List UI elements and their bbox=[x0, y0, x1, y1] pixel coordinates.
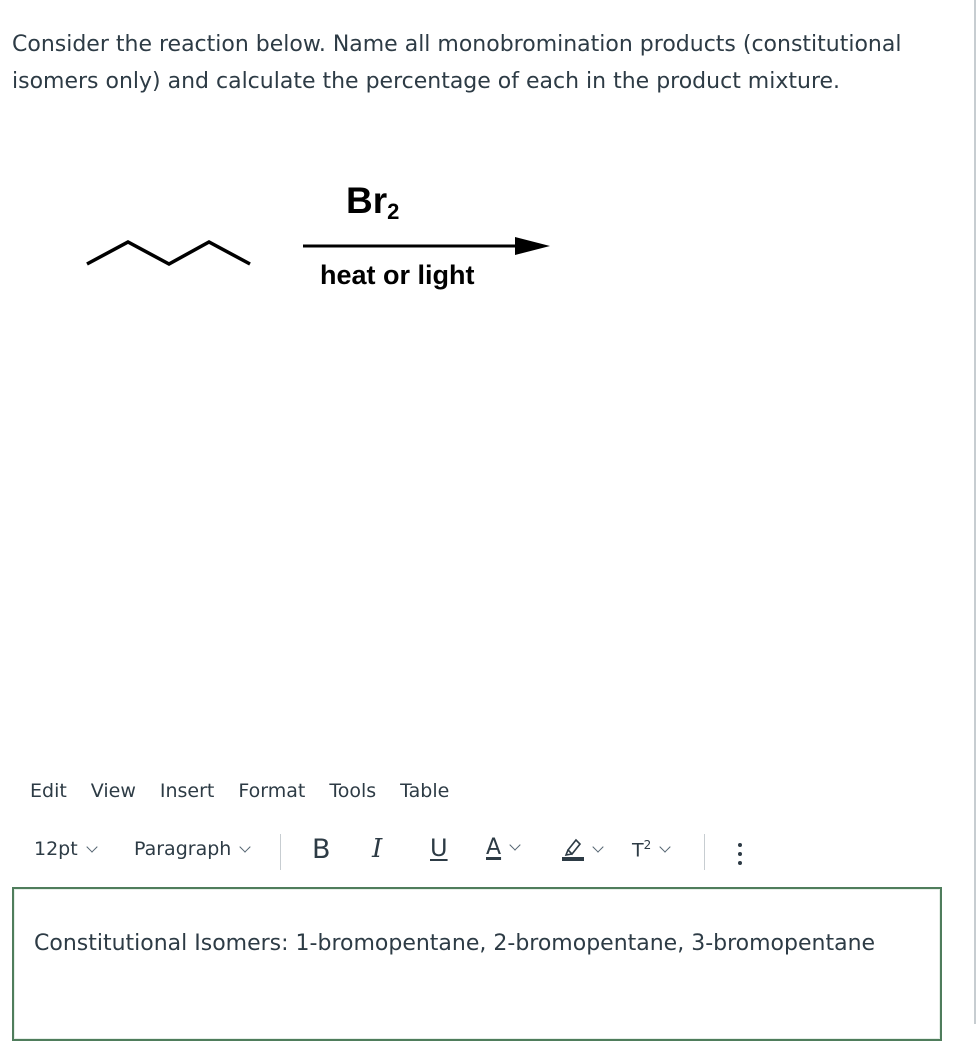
reagent-formula: Br bbox=[346, 180, 388, 221]
chevron-down-icon bbox=[660, 841, 671, 852]
question-text bbox=[12, 26, 962, 100]
block-format-value: Paragraph bbox=[134, 838, 232, 860]
highlight-color-button[interactable] bbox=[562, 836, 602, 862]
toolbar-divider bbox=[704, 834, 705, 870]
menu-table[interactable]: Table bbox=[400, 780, 450, 802]
menu-tools[interactable]: Tools bbox=[329, 780, 377, 802]
chevron-down-icon bbox=[509, 839, 520, 850]
font-size-value: 12pt bbox=[34, 838, 78, 860]
underline-icon: U bbox=[430, 834, 448, 862]
editor-toolbar bbox=[34, 834, 954, 870]
question-line-1: Consider the reaction below. Name all monobromination products (constitutional bbox=[12, 32, 902, 57]
text-color-icon: A bbox=[486, 835, 502, 860]
font-size-dropdown[interactable] bbox=[34, 838, 96, 860]
italic-icon: I bbox=[372, 834, 383, 864]
reagent-subscript: 2 bbox=[387, 199, 400, 224]
rich-text-editor[interactable] bbox=[12, 887, 942, 1041]
reaction-arrow-head bbox=[515, 237, 550, 255]
block-format-dropdown[interactable] bbox=[134, 838, 249, 860]
reagent-label bbox=[346, 180, 399, 222]
menu-insert[interactable]: Insert bbox=[159, 780, 215, 802]
bold-button[interactable] bbox=[312, 834, 331, 865]
menu-view[interactable]: View bbox=[90, 780, 136, 802]
chevron-down-icon bbox=[86, 841, 97, 852]
chevron-down-icon bbox=[240, 841, 251, 852]
italic-button[interactable] bbox=[372, 834, 382, 864]
underline-button[interactable] bbox=[430, 834, 448, 862]
text-color-button[interactable] bbox=[486, 835, 519, 860]
toolbar-divider bbox=[280, 834, 281, 870]
superscript-icon bbox=[632, 838, 651, 861]
menu-edit[interactable]: Edit bbox=[30, 780, 67, 802]
reaction-drawing bbox=[0, 150, 978, 370]
more-button[interactable] bbox=[738, 840, 742, 867]
superscript-base: T bbox=[632, 839, 644, 862]
condition-label: heat or light bbox=[320, 260, 475, 290]
superscript-button[interactable] bbox=[632, 838, 669, 861]
highlight-icon bbox=[562, 836, 584, 862]
pentane-skeletal-structure bbox=[87, 242, 250, 264]
chevron-down-icon bbox=[592, 841, 603, 852]
editor-content[interactable]: Constitutional Isomers: 1-bromopentane, 2-bromopentane, 3-bromopentane bbox=[34, 931, 876, 956]
reaction-scheme bbox=[0, 150, 978, 370]
question-line-2: isomers only) and calculate the percentage of each in the product mixture. bbox=[12, 69, 841, 94]
bold-icon: B bbox=[312, 834, 331, 865]
menu-format[interactable]: Format bbox=[238, 780, 306, 802]
superscript-exponent: 2 bbox=[643, 838, 652, 852]
editor-menubar bbox=[30, 780, 473, 802]
more-icon bbox=[738, 840, 742, 867]
